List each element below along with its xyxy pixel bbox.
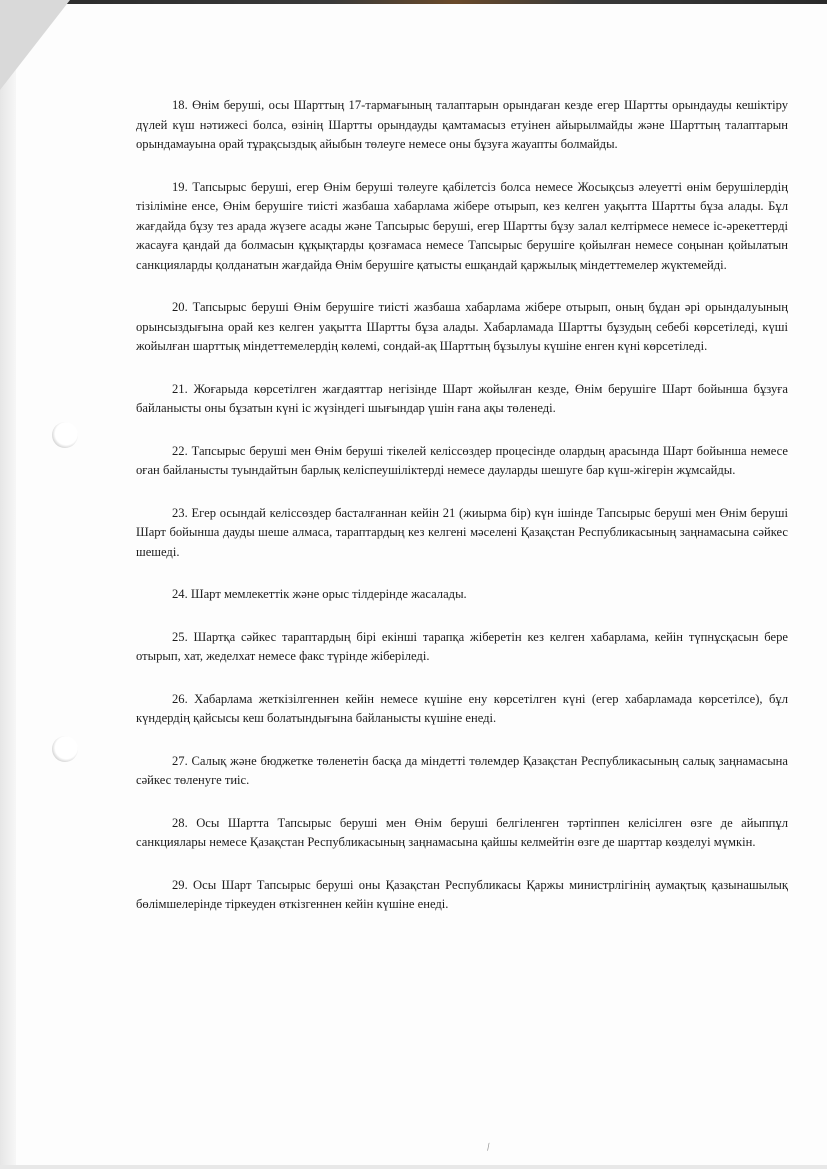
clause-20: 20. Тапсырыс беруші Өнім берушіге тиісті жазбаша хабарлама жібере отырып, оның бұдан әрі орындалуының орынсыздығына орай кез келген уақытта Шартты бұза алады. Хабарламада Шартты бұзудың себебі көрсетіледі, күші жойылған шарттық міндеттемелердің көлемі, сондай-ақ Шарттың бұзылуы күшіне енген күні көрсетіледі. (136, 300, 788, 353)
clause-22: 22. Тапсырыс беруші мен Өнім беруші тікелей келіссөздер процесінде олардың арасында Шарт бойынша немесе оған байланысты туындайтын барлық келіспеушіліктерді немесе дауларды шешуге бар күш-жігерін жұмсайды. (136, 443, 788, 477)
clause-18: 18. Өнім беруші, осы Шарттың 17-тармағының талаптарын орындаған кезде егер Шартты орындауды кешіктіру дүлей күш нәтижесі болса, өзінің Шартты орындауды қамтамасыз етуінен айырылмайды және Шарттың талаптарын орындамауына орай тұрақсыздық айыбын төлеуге немесе оны бұзуға жауапты болмайды. (136, 98, 788, 151)
scan-speck-icon: ⁄ (486, 1143, 492, 1153)
scan-top-edge (0, 0, 827, 4)
scan-left-edge (0, 0, 16, 1169)
clause-24: 24. Шарт мемлекеттік және орыс тілдерінде жасалады. (172, 587, 467, 601)
clause-29: 29. Осы Шарт Тапсырыс беруші оны Қазақстан Республикасы Қаржы министрлігінің аумақтық қазынашылық бөлімшелерінде тіркеуден өткізгеннен кейін күшіне енеді. (136, 877, 788, 911)
clause-25: 25. Шартқа сәйкес тараптардың бірі екінші тарапқа жіберетін кез келген хабарлама, кейін түпнұсқасын бере отырып, хат, жеделхат немесе факс түрінде жіберіледі. (136, 629, 788, 663)
clause-26: 26. Хабарлама жеткізілгеннен кейін немесе күшіне ену көрсетілген күні (егер хабарламада көрсетілсе), бұл күндердің қайсысы кеш болатындығына байланысты күшіне енеді. (136, 691, 788, 725)
scan-bottom-edge (0, 1165, 827, 1169)
contract-text (136, 96, 788, 915)
clause-28: 28. Осы Шартта Тапсырыс беруші мен Өнім беруші белгіленген тәртіппен келісілген өзге де айыппұл санкциялары немесе Қазақстан Республикасының заңнамасына қайшы келмейтін өзге де шарттар көзделуі мүмкін. (136, 815, 788, 849)
punch-hole-icon (52, 422, 78, 448)
clause-23: 23. Егер осындай келіссөздер басталғаннан кейін 21 (жиырма бір) күн ішінде Тапсырыс беруші мен Өнім беруші Шарт бойынша дауды шеше алмаса, тараптардың кез келгені мәселені Қазақстан Республикасының заңнамасына сәйкес шешеді. (136, 505, 788, 559)
clause-19: 19. Тапсырыс беруші, егер Өнім беруші төлеуге қабілетсіз болса немесе Жосықсыз әлеуетті өнім берушілердің тізіліміне енсе, Өнім берушіге тиісті жазбаша хабарлама жібере отырып, кез келген уақытта Шартты бұза алады. Бұл жағдайда бұзу тез арада жүзеге асады және Тапсырыс беруші, егер Шартты бұзу залал келтірмесе немесе іс-әрекеттерді жасауға қандай да болмасын құқықтарды қозғамаса немесе Тапсырыс берушіге қойылған немесе соңынан қойылатын санкцияларды қолданатын жағдайда Өнім берушіге қатысты ешқандай қаржылық міндеттемелер жүктемейді. (136, 179, 788, 272)
clause-27: 27. Салық және бюджетке төленетін басқа да міндетті төлемдер Қазақстан Республикасының салық заңнамасына сәйкес төленуге тиіс. (136, 753, 788, 787)
folded-corner (0, 0, 70, 90)
clause-21: 21. Жоғарыда көрсетілген жағдаяттар негізінде Шарт жойылған кезде, Өнім берушіге Шарт бойынша бұзуға байланысты оны бұзатын күні іс жүзіндегі шығындар үшін ғана ақы төленеді. (136, 381, 788, 415)
punch-hole-icon (52, 736, 78, 762)
